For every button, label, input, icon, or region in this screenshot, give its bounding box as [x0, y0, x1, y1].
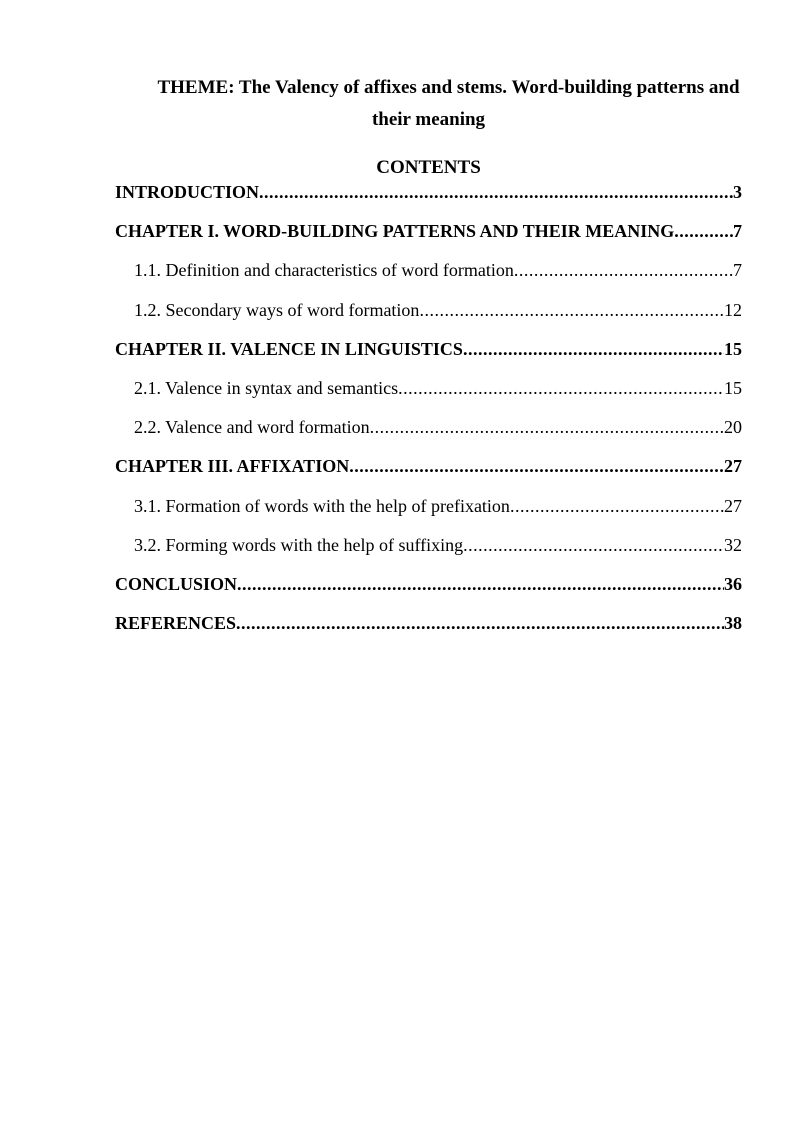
toc-entry-section-3-2[interactable]	[115, 531, 742, 570]
toc-entry-title: INTRODUCTION	[115, 182, 260, 202]
toc-page-number: 36	[724, 573, 742, 594]
toc-entry-section-2-2[interactable]	[115, 413, 742, 452]
toc-entry-section-1-2[interactable]	[115, 296, 742, 335]
table-of-contents	[115, 178, 742, 648]
theme-line-1: THEME: The Valency of affixes and stems. Word-building patterns and	[157, 77, 740, 98]
toc-entry-title: 1.2. Secondary ways of word formation	[134, 299, 420, 320]
toc-entry-section-1-1[interactable]	[115, 256, 742, 295]
toc-page-number: 27	[724, 456, 742, 477]
toc-entry-section-3-1[interactable]	[115, 492, 742, 531]
toc-entry-chapter-1[interactable]	[115, 217, 742, 256]
toc-dot-leader	[514, 256, 733, 284]
toc-entry-title: 2.1. Valence in syntax and semantics	[134, 377, 399, 398]
toc-dot-leader	[237, 570, 724, 598]
toc-dot-leader	[510, 492, 724, 520]
document-theme	[115, 72, 742, 136]
toc-entry-title: 3.2. Forming words with the help of suffixing	[134, 534, 464, 555]
toc-entry-title: CONCLUSION	[115, 573, 238, 594]
toc-entry-title: CHAPTER I. WORD-BUILDING PATTERNS AND THEIR MEANING	[115, 221, 675, 242]
contents-heading: CONTENTS	[376, 157, 481, 178]
toc-dot-leader	[236, 609, 724, 637]
toc-entry-introduction[interactable]	[115, 178, 742, 217]
toc-entry-section-2-1[interactable]	[115, 374, 742, 413]
toc-dot-leader	[419, 296, 724, 324]
toc-dot-leader	[398, 374, 724, 402]
toc-page-number: 7	[733, 260, 742, 281]
toc-dot-leader	[370, 413, 724, 441]
toc-entry-title: 1.1. Definition and characteristics of word formation	[134, 260, 514, 281]
toc-page-number: 32	[724, 534, 742, 555]
toc-page-number: 12	[724, 299, 742, 320]
toc-page-number: 20	[724, 417, 742, 438]
toc-entry-conclusion[interactable]	[115, 570, 742, 609]
toc-page-number: 38	[724, 613, 742, 634]
toc-dot-leader	[463, 531, 724, 559]
toc-page-number: 15	[724, 338, 742, 359]
toc-page-number: 15	[724, 377, 742, 398]
toc-dot-leader	[674, 217, 733, 245]
toc-entry-references[interactable]	[115, 609, 742, 648]
toc-dot-leader	[259, 178, 733, 206]
toc-entry-title: CHAPTER II. VALENCE IN LINGUISTICS	[115, 338, 463, 359]
toc-entry-chapter-2[interactable]	[115, 335, 742, 374]
toc-entry-chapter-3[interactable]	[115, 452, 742, 491]
toc-page-number: 27	[724, 495, 742, 516]
toc-entry-title: CHAPTER III. AFFIXATION	[115, 456, 350, 477]
toc-page-number: 7	[733, 221, 742, 242]
toc-entry-title: 2.2. Valence and word formation	[134, 417, 370, 438]
theme-line-2: their meaning	[371, 109, 486, 130]
toc-page-number: 3	[733, 182, 742, 202]
toc-dot-leader	[463, 335, 724, 363]
toc-entry-title: REFERENCES	[115, 613, 237, 634]
toc-entry-title: 3.1. Formation of words with the help of prefixation	[134, 495, 510, 516]
toc-dot-leader	[349, 452, 724, 480]
